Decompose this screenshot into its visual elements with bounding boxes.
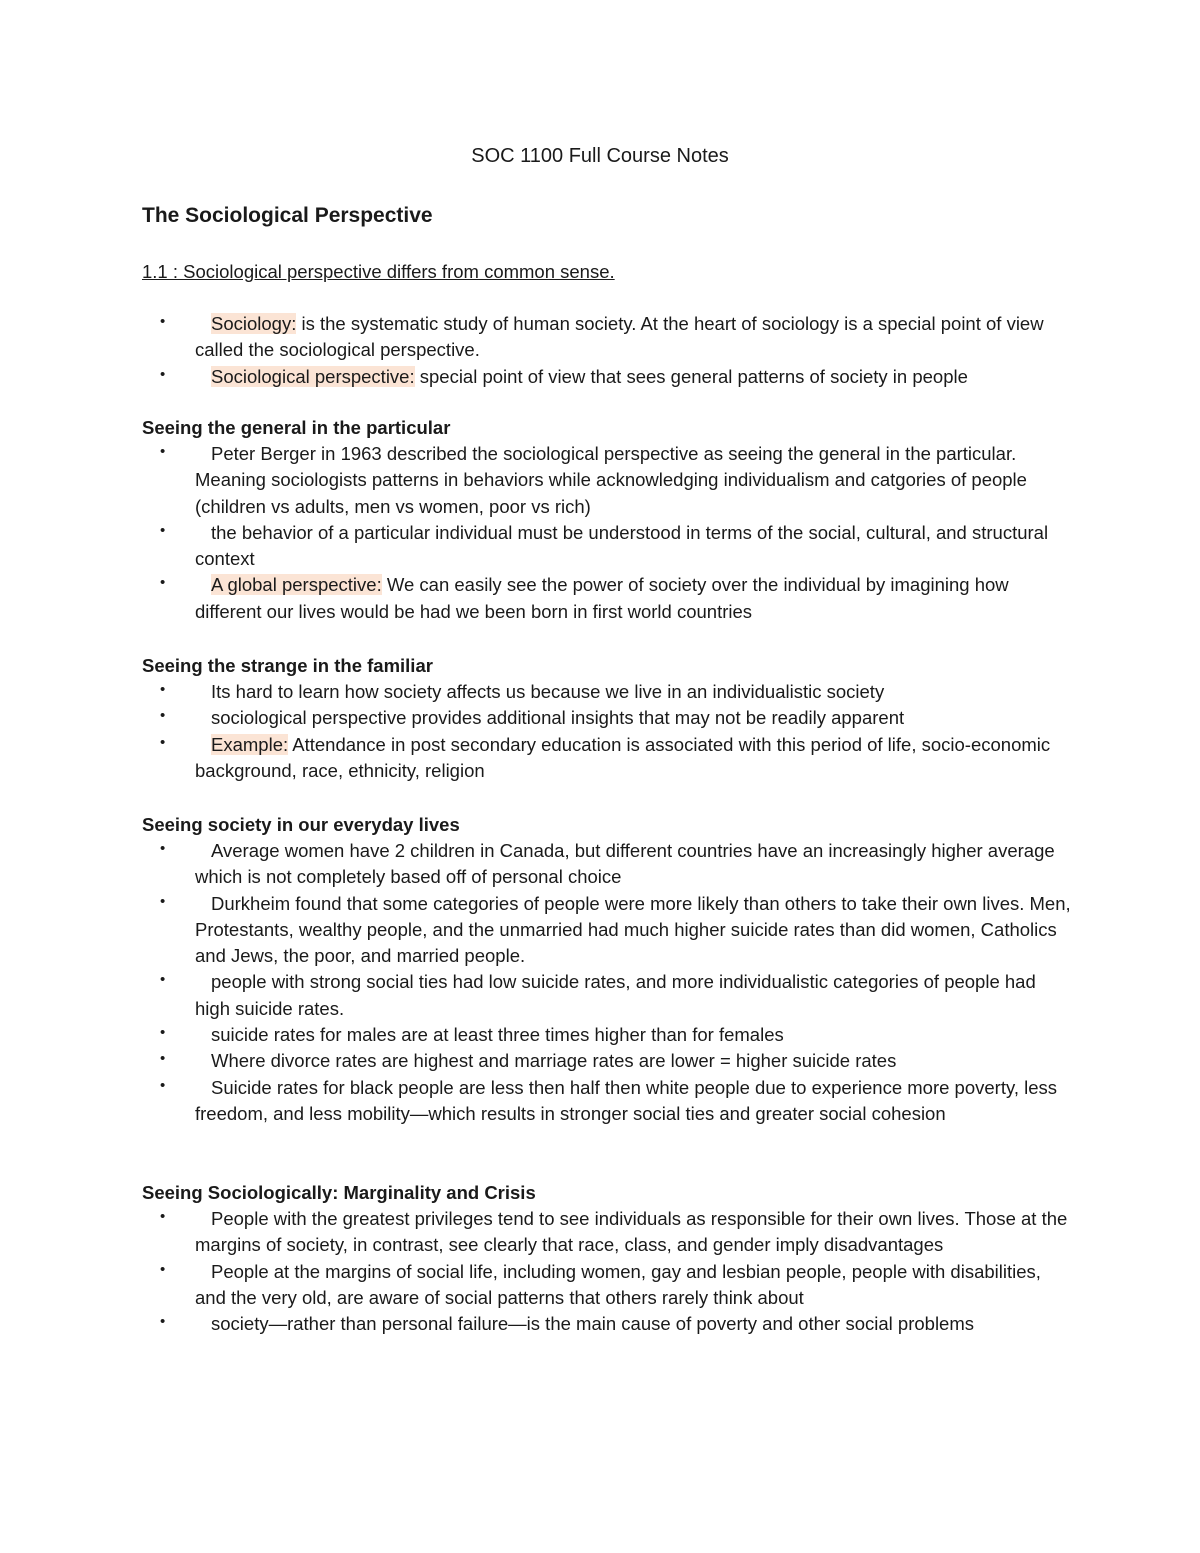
- bullet-icon: •: [160, 733, 166, 751]
- list-item: [142, 1022, 1072, 1048]
- item-text: Attendance in post secondary education is associated with this period of life, socio-economic background, race, ethnicity, religion: [195, 733, 1051, 781]
- list-item: [142, 1259, 1072, 1312]
- list-item: [142, 1048, 1072, 1074]
- section-general-particular: [142, 415, 1072, 625]
- bullet-list: [142, 441, 1072, 625]
- list-item: [142, 705, 1072, 731]
- list-item: [142, 311, 1072, 364]
- item-text: sociological perspective provides additional insights that may not be readily apparent: [211, 707, 905, 729]
- bullet-icon: •: [160, 971, 166, 989]
- document-title: SOC 1100 Full Course Notes: [471, 145, 729, 167]
- list-item: [142, 838, 1072, 891]
- section-heading: Seeing society in our everyday lives: [142, 814, 460, 835]
- item-text: the behavior of a particular individual must be understood in terms of the social, cultural, and structural context: [195, 521, 1049, 570]
- list-item: [142, 1075, 1072, 1128]
- list-item: [142, 441, 1072, 520]
- bullet-icon: •: [160, 681, 166, 698]
- bullet-icon: •: [160, 1208, 166, 1225]
- item-text: special point of view that sees general patterns of society in people: [414, 365, 968, 387]
- section-strange-familiar: [142, 653, 1072, 784]
- key-term: Example:: [211, 733, 289, 755]
- item-text: Suicide rates for black people are less then half then white people due to experience more poverty, less freedom, and less mobility—which results in stronger social ties and greater social cohesion: [195, 1076, 1058, 1124]
- bullet-icon: •: [160, 313, 166, 330]
- list-item: [142, 969, 1072, 1022]
- list-item: [142, 364, 1072, 390]
- list-item: [142, 520, 1072, 573]
- bullet-icon: •: [160, 1050, 166, 1068]
- item-text: People with the greatest privileges tend to see individuals as responsible for their own lives. Those at the margins of society, in contrast, see clearly that race, class, and gender imply disadvantages: [195, 1208, 1068, 1256]
- bullet-icon: •: [160, 521, 166, 539]
- chapter-heading: The Sociological Perspective: [142, 204, 433, 227]
- list-item: [142, 1206, 1072, 1259]
- list-item: [142, 1311, 1072, 1337]
- bullet-icon: •: [160, 1260, 166, 1278]
- section-marginality-crisis: [142, 1180, 1072, 1337]
- bullet-icon: •: [160, 1313, 166, 1331]
- bullet-icon: •: [160, 840, 166, 857]
- item-text: is the systematic study of human society. At the heart of sociology is a special point of view called the sociological perspective.: [195, 313, 1044, 361]
- bullet-icon: •: [160, 1024, 166, 1042]
- bullet-icon: •: [160, 892, 166, 910]
- bullet-list: [142, 838, 1072, 1127]
- bullet-icon: •: [160, 365, 166, 383]
- item-text: People at the margins of social life, including women, gay and lesbian people, people with disabilities, and the very old, are aware of social patterns that others rarely think about: [195, 1260, 1041, 1308]
- item-text: Average women have 2 children in Canada, but different countries have an increasingly higher average which is not completely based off of personal choice: [195, 840, 1055, 888]
- subsection-title: 1.1 : Sociological perspective differs from common sense.: [142, 261, 615, 282]
- list-item: [142, 732, 1072, 785]
- item-text: We can easily see the power of society over the individual by imagining how different our lives would be had we been born in first world countries: [195, 574, 1009, 622]
- key-term: Sociological perspective:: [211, 365, 415, 387]
- bullet-icon: •: [160, 1076, 166, 1094]
- bullet-list: [142, 679, 1072, 784]
- list-item: [142, 891, 1072, 970]
- item-text: Its hard to learn how society affects us because we live in an individualistic society: [211, 681, 885, 702]
- item-text: people with strong social ties had low suicide rates, and more individualistic categories of people had high suicide rates.: [195, 971, 1036, 1019]
- bullet-icon: •: [160, 707, 166, 725]
- item-text: Peter Berger in 1963 described the sociological perspective as seeing the general in the particular. Meaning sociologists patterns in behaviors while acknowledging individualism and catgories of people (children vs adults, men vs women, poor vs rich): [195, 443, 1027, 517]
- intro-section: [142, 311, 1072, 390]
- item-text: suicide rates for males are at least three times higher than for females: [211, 1024, 784, 1046]
- section-heading: Seeing Sociologically: Marginality and Crisis: [142, 1182, 536, 1203]
- key-term: A global perspective:: [211, 574, 382, 596]
- bullet-list: [142, 311, 1072, 390]
- section-everyday-lives: [142, 812, 1072, 1127]
- section-heading: Seeing the general in the particular: [142, 417, 451, 438]
- list-item: [142, 572, 1072, 625]
- list-item: [142, 679, 1072, 705]
- item-text: Durkheim found that some categories of people were more likely than others to take their own lives. Men, Protestants, wealthy people, and the unmarried had much higher suicide rates than did women, Catholics and Jews, the poor, and married people.: [195, 892, 1071, 967]
- bullet-icon: •: [160, 443, 166, 460]
- bullet-list: [142, 1206, 1072, 1337]
- item-text: Where divorce rates are highest and marriage rates are lower = higher suicide rates: [211, 1050, 897, 1072]
- key-term: Sociology:: [211, 313, 297, 334]
- item-text: society—rather than personal failure—is the main cause of poverty and other social problems: [211, 1313, 974, 1335]
- bullet-icon: •: [160, 574, 166, 592]
- section-heading: Seeing the strange in the familiar: [142, 655, 433, 676]
